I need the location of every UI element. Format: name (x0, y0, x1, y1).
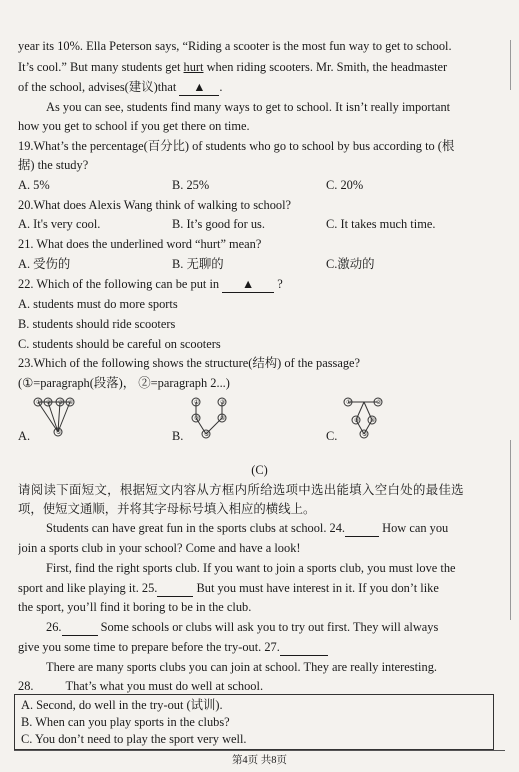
structure-diagram-a (30, 394, 78, 442)
node-label: ⑤ (56, 429, 62, 436)
answer-blank (179, 79, 219, 96)
question-21-option-a: A. 受伤的 (18, 257, 71, 271)
passage-line (46, 619, 500, 636)
structure-diagram-b (186, 394, 234, 442)
node-label: ④ (220, 415, 226, 422)
structure-diagram-c (340, 394, 388, 442)
question-21-option-b: B. 无聊的 (172, 257, 224, 271)
diagram-edge (48, 402, 58, 432)
passage-line: how you get to school if you get there on time. (18, 119, 250, 133)
question-23-option-b: B. (172, 429, 184, 443)
text-run: Some schools or clubs will ask you to try out first. They will always (97, 620, 439, 634)
underlined-word: hurt (183, 60, 204, 74)
question-19-option-b: B. 25% (172, 178, 210, 192)
text-run: 28. (18, 679, 34, 693)
question-23-note: (①=paragraph(段落)， ②=paragraph 2...) (18, 376, 230, 390)
node-label: ④ (370, 417, 376, 424)
box-option-c: C. You don’t need to play the sport very well. (21, 732, 247, 746)
text-run: That’s what you must do well at school. (65, 679, 264, 693)
passage-line: year its 10%. Ella Peterson says, “Riding a scooter is the most fun way to get to school. (18, 39, 452, 53)
node-label: ⑤ (204, 431, 210, 438)
node-label: ② (194, 415, 200, 422)
question-19-stem: 据) the study? (18, 158, 89, 172)
question-21-option-c: C.激动的 (326, 257, 375, 271)
footer-divider (14, 750, 505, 751)
text-run: when riding scooters. Mr. Smith, the headmaster (203, 60, 448, 74)
passage-line (18, 678, 500, 695)
answer-blank-28 (34, 678, 66, 695)
text-run: But you must have interest in it. If you don’t like (193, 581, 439, 595)
node-label: ① (36, 399, 42, 406)
node-label: ① (194, 399, 200, 406)
question-19-option-c: C. 20% (326, 178, 364, 192)
passage-line (18, 59, 500, 75)
instructions-line: 项，使短文通顺，并将其字母标号填入相应的横线上。 (18, 502, 316, 516)
text-run: give you some time to prepare before the try-out. 27. (18, 640, 280, 654)
passage-line: the sport, you’ll find it boring to be in the club. (18, 600, 252, 614)
question-20-option-c: C. It takes much time. (326, 217, 436, 231)
question-20-option-a: A. It's very cool. (18, 217, 101, 231)
text-run: Students can have great fun in the sports clubs at school. 24. (46, 521, 346, 535)
question-19-option-a: A. 5% (18, 178, 50, 192)
node-label: ② (46, 399, 52, 406)
question-23-option-a: A. (18, 429, 31, 443)
text-run: It’s cool.” But many students get (18, 60, 184, 74)
box-option-a: A. Second, do well in the try-out (试训). (21, 698, 223, 712)
question-22-option-a: A. students must do more sports (18, 297, 178, 311)
options-box (14, 694, 494, 750)
question-23-option-c: C. (326, 429, 338, 443)
question-23-stem: 23.Which of the following shows the structure(结构) of the passage? (18, 356, 361, 370)
question-19-stem: 19.What’s the percentage(百分比) of students who go to school by bus according to (根 (18, 139, 455, 153)
blank-mark: ▲ (193, 80, 206, 94)
node-label: ③ (354, 417, 360, 424)
text-run: 22. Which of the following can be put in (18, 277, 223, 291)
text-run: . (219, 80, 223, 94)
passage-line: There are many sports clubs you can join at school. They are really interesting. (46, 660, 437, 674)
scan-edge (510, 40, 511, 90)
passage-line: First, find the right sports club. If you want to join a sports club, you must love the (46, 561, 456, 575)
answer-blank-24 (345, 520, 379, 537)
passage-line (18, 79, 500, 96)
question-21-stem: 21. What does the underlined word “hurt” mean? (18, 237, 262, 251)
text-run: 26. (46, 620, 62, 634)
node-label: ⑤ (362, 431, 368, 438)
text-run: of the school, advises(建议)that (18, 80, 180, 94)
page-footer: 第4页 共8页 (231, 755, 288, 766)
answer-blank-26 (62, 619, 98, 636)
blank-mark: ▲ (242, 277, 255, 291)
passage-line (18, 580, 500, 597)
node-label: ③ (58, 399, 64, 406)
node-label: ② (376, 399, 382, 406)
node-label: ④ (68, 399, 74, 406)
question-20-option-b: B. It’s good for us. (172, 217, 265, 231)
answer-blank-25 (157, 580, 193, 597)
text-run: How can you (379, 521, 449, 535)
passage-line: join a sports club in your school? Come and have a look! (18, 541, 301, 555)
question-22-option-c: C. students should be careful on scooters (18, 337, 221, 351)
node-label: ③ (220, 399, 226, 406)
passage-line (46, 520, 500, 537)
text-run: ? (274, 277, 283, 291)
section-heading: (C) (251, 463, 268, 477)
question-20-stem: 20.What does Alexis Wang think of walking to school? (18, 198, 292, 212)
passage-line: As you can see, students find many ways to get to school. It isn’t really important (46, 100, 451, 114)
instructions-line: 请阅读下面短文，根据短文内容从方框内所给选项中选出能填入空白处的最佳选 (18, 483, 464, 497)
passage-line (18, 639, 500, 656)
text-run: sport and like playing it. 25. (18, 581, 158, 595)
box-option-b: B. When can you play sports in the clubs? (21, 715, 230, 729)
answer-blank-27 (280, 639, 328, 656)
node-label: ① (346, 399, 352, 406)
answer-blank (222, 276, 274, 293)
question-22-option-b: B. students should ride scooters (18, 317, 176, 331)
question-22-stem (18, 276, 500, 293)
